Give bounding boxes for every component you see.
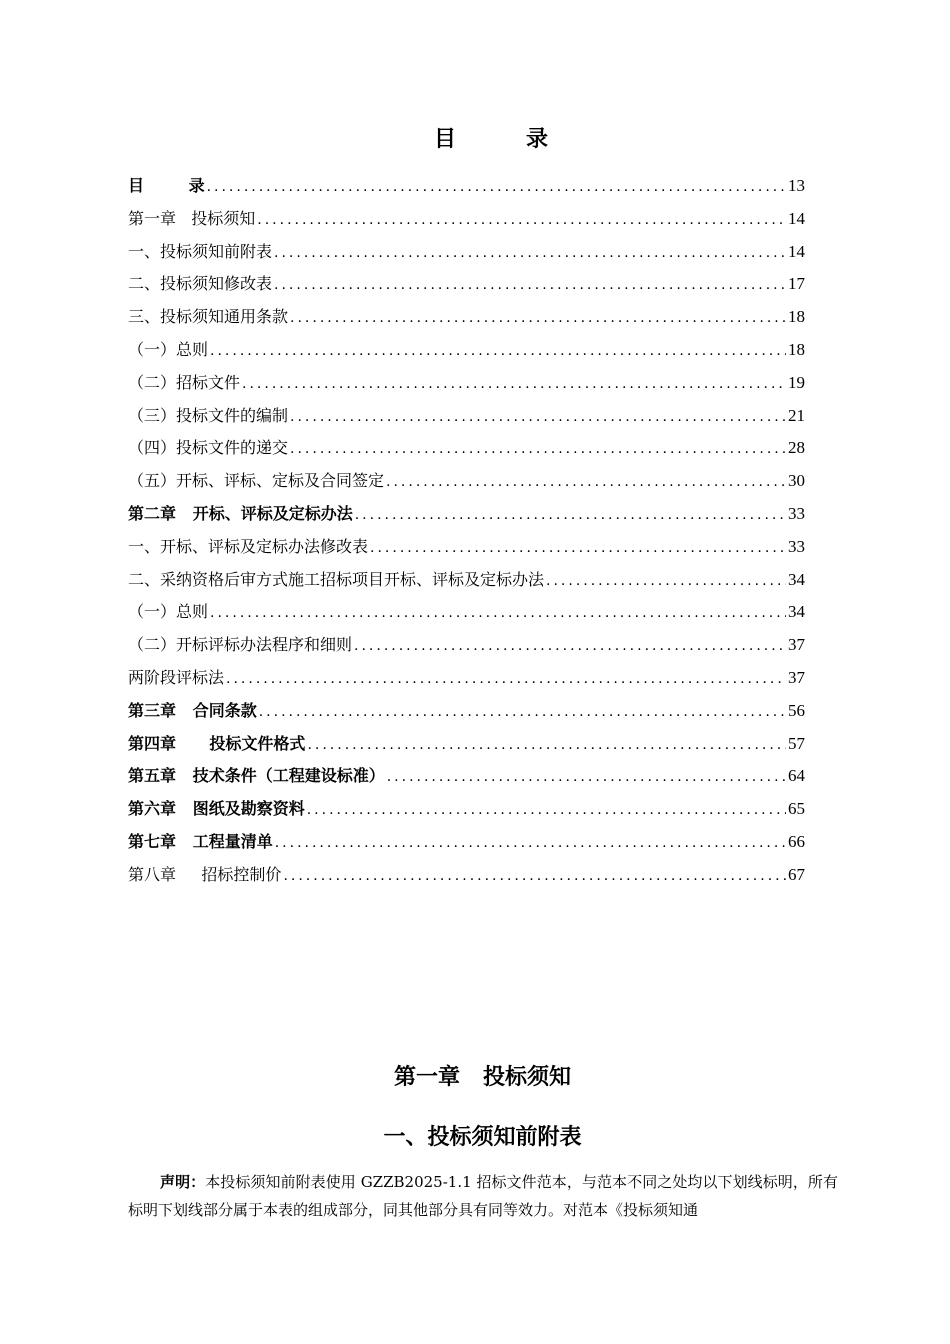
toc-entry-page: 14 (788, 208, 805, 228)
toc-entry[interactable] (128, 596, 805, 629)
toc-entry[interactable] (128, 236, 805, 269)
statement-lead: 声明： (160, 1173, 206, 1191)
toc-entry-label: 第二章 开标、评标及定标办法 (128, 503, 353, 523)
toc-leader-dots (370, 532, 786, 565)
toc-entry-label: （五）开标、评标、定标及合同签定 (128, 471, 385, 491)
toc-leader-dots (283, 860, 786, 893)
toc-entry-label: 二、采纳资格后审方式施工招标项目开标、评标及定标办法 (128, 569, 545, 589)
toc-entry-label: 第一章 投标须知 (128, 208, 256, 228)
toc-leader-dots (210, 335, 786, 368)
toc-leader-dots (355, 499, 786, 532)
toc-entry-label: 目 录 (128, 176, 205, 195)
toc-entry-label: （一）总则 (128, 339, 209, 359)
toc-entry-page: 56 (788, 700, 805, 720)
toc-leader-dots (226, 663, 786, 696)
toc-leader-dots (274, 237, 786, 270)
toc-entry-page: 19 (788, 372, 805, 392)
toc-entry-page: 21 (788, 405, 805, 425)
toc-entry[interactable] (128, 400, 805, 433)
toc-entry[interactable] (128, 432, 805, 465)
toc-entry-page: 18 (788, 339, 805, 359)
toc-entry-page: 17 (788, 274, 805, 294)
toc-entry[interactable] (128, 662, 805, 695)
toc-entry-page: 18 (788, 307, 805, 327)
toc-entry-page: 67 (788, 864, 805, 884)
toc-leader-dots (307, 794, 786, 827)
toc-entry[interactable] (128, 760, 805, 793)
toc-entry[interactable] (128, 367, 805, 400)
toc-entry-page: 13 (788, 176, 805, 195)
toc-entry-page: 34 (788, 569, 805, 589)
toc-leader-dots (290, 433, 786, 466)
toc-entry[interactable] (128, 203, 805, 236)
toc-leader-dots (387, 761, 786, 794)
toc-entry[interactable] (128, 170, 805, 203)
toc-entry-page: 34 (788, 602, 805, 622)
toc-leader-dots (290, 302, 786, 335)
toc-entry-label: 第三章 合同条款 (128, 700, 257, 720)
toc-leader-dots (275, 827, 786, 860)
toc-leader-dots (207, 171, 786, 204)
toc-entry-page: 14 (788, 241, 805, 261)
toc-title-left: 目 (433, 126, 456, 152)
toc-leader-dots (546, 565, 786, 598)
toc-leader-dots (259, 696, 786, 729)
toc-entry-label: 一、开标、评标及定标办法修改表 (128, 536, 369, 556)
toc-entry[interactable] (128, 334, 805, 367)
toc-entry-label: 三、投标须知通用条款 (128, 307, 289, 327)
toc-entry-page: 66 (788, 831, 805, 851)
toc-entry-label: 第八章 招标控制价 (128, 864, 282, 884)
toc-entry-label: 第四章 投标文件格式 (128, 733, 306, 753)
toc-entry-page: 37 (788, 667, 805, 687)
toc-leader-dots (242, 368, 786, 401)
toc-entry-page: 28 (788, 438, 805, 458)
toc-entry[interactable] (128, 531, 805, 564)
toc-leader-dots (386, 466, 786, 499)
toc-entry[interactable] (128, 793, 805, 826)
toc-entry-page: 33 (788, 503, 805, 523)
toc-entry[interactable] (128, 859, 805, 892)
toc-entry-page: 65 (788, 799, 805, 819)
toc-entry[interactable] (128, 728, 805, 761)
toc-entry[interactable] (128, 268, 805, 301)
toc-entry-label: 第七章 工程量清单 (128, 831, 273, 851)
toc-entry-label: 一、投标须知前附表 (128, 241, 273, 261)
statement-text: 本投标须知前附表使用 GZZB2025-1.1 招标文件范本，与范本不同之处均以下划线标明，所有标明下划线部分属于本表的组成部分，同其他部分具有同等效力。对范本《投标须知通 (128, 1173, 838, 1219)
toc-entry[interactable] (128, 695, 805, 728)
toc-entry-label: 两阶段评标法 (128, 667, 225, 687)
toc-entry-page: 37 (788, 635, 805, 655)
toc-entry-label: （二）开标评标办法程序和细则 (128, 635, 353, 655)
toc-leader-dots (354, 630, 786, 663)
toc-entry[interactable] (128, 629, 805, 662)
toc-entry-label: （一）总则 (128, 602, 209, 622)
toc-entry-label: 二、投标须知修改表 (128, 274, 273, 294)
toc-entry-page: 57 (788, 733, 805, 753)
toc-leader-dots (307, 729, 786, 762)
toc-entry[interactable] (128, 465, 805, 498)
toc-entry[interactable] (128, 301, 805, 334)
toc-leader-dots (274, 269, 786, 302)
section-heading: 一、投标须知前附表 (383, 1124, 582, 1150)
toc-entry-page: 30 (788, 471, 805, 491)
toc-list (128, 170, 805, 892)
toc-entry[interactable] (128, 498, 805, 531)
toc-entry-page: 33 (788, 536, 805, 556)
statement-paragraph (128, 1168, 838, 1224)
toc-leader-dots (290, 401, 786, 434)
toc-entry[interactable] (128, 826, 805, 859)
toc-title-right: 录 (526, 126, 549, 152)
toc-entry-label: （三）投标文件的编制 (128, 405, 289, 425)
toc-entry-label: （四）投标文件的递交 (128, 438, 289, 458)
toc-leader-dots (257, 204, 786, 237)
toc-title (0, 122, 950, 153)
toc-entry-label: 第六章 图纸及勘察资料 (128, 799, 305, 819)
toc-entry-label: （二）招标文件 (128, 372, 241, 392)
toc-entry-label: 第五章 技术条件（工程建设标准） (128, 766, 385, 786)
toc-entry-page: 64 (788, 766, 805, 786)
toc-entry[interactable] (128, 564, 805, 597)
chapter-heading: 第一章 投标须知 (394, 1064, 571, 1090)
toc-leader-dots (210, 597, 786, 630)
